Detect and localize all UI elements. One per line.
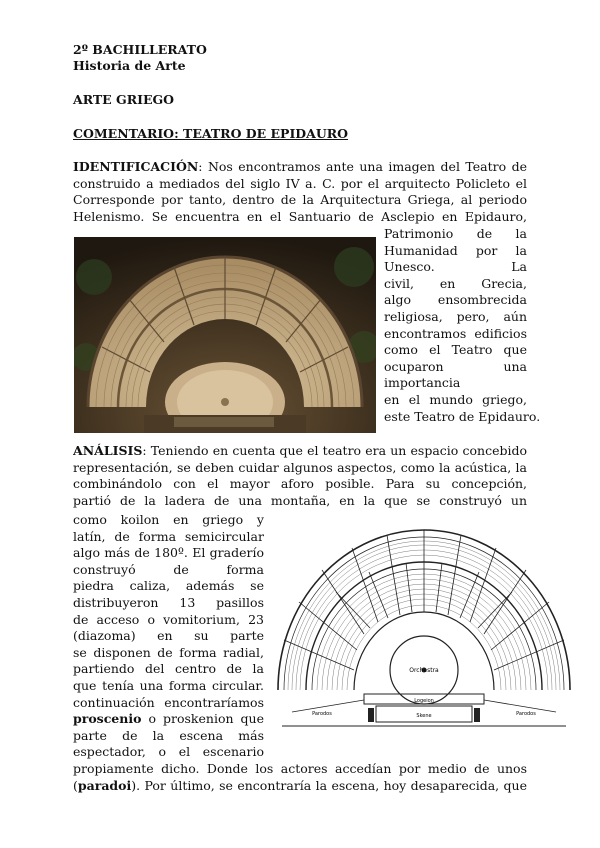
text-line: como koilon en griego y (73, 512, 264, 527)
text-line: piedra caliza, además se (73, 578, 264, 594)
text-line: (diazoma) en su parte (73, 628, 264, 644)
text-line: proscenio o proskenion que (73, 711, 264, 727)
text-line: construido a mediados del siglo IV a. C. por el arquitecto Policleto el (73, 175, 527, 191)
text-line: de acceso o vomitorium, 23 (73, 611, 264, 627)
text-line: algo ensombrecida (384, 292, 527, 308)
text-line: IDENTIFICACIÓN: Nos encontramos ante una imagen del Teatro de (73, 159, 527, 174)
identificacion-side-text (384, 226, 541, 425)
text-line: ANÁLISIS: Teniendo en cuenta que el teatro era un espacio concebido (73, 443, 527, 458)
text-line: Helenismo. Se encuentra en el Santuario de Asclepio en Epidauro, (73, 208, 527, 224)
text-line: latín, de forma semicircular (73, 528, 264, 544)
text-line: distribuyeron 13 pasillos (73, 594, 264, 610)
course-label: 2º BACHILLERATO (73, 42, 207, 57)
text-line: Humanidad por la (384, 242, 527, 258)
text-line: partió de la ladera de una montaña, en la que se construyó un (73, 492, 527, 508)
text-line: importancia (384, 375, 461, 391)
theatre-plan-drawing (272, 522, 576, 742)
analisis-label: ANÁLISIS (73, 443, 143, 458)
plan-label-logeion: Logeion (414, 698, 434, 704)
plan-label-skene: Skene (416, 713, 432, 719)
text-line: ocuparon una (384, 358, 527, 374)
text-line: partiendo del centro de la (73, 661, 264, 677)
plan-label-orchestra: Orchestra (409, 667, 439, 674)
text-line: como el Teatro que (384, 342, 527, 358)
text-line: propiamente dicho. Donde los actores accedían por medio de unos (73, 761, 527, 776)
identificacion-paragraph (73, 159, 527, 225)
page-title: COMENTARIO: TEATRO DE EPIDAURO (73, 126, 349, 141)
theatre-plan (272, 522, 576, 742)
text-line: construyó de forma (73, 561, 264, 577)
analisis-paragraph (73, 443, 527, 509)
subject-label: Historia de Arte (73, 58, 186, 73)
section-heading: ARTE GRIEGO (73, 92, 175, 107)
plan-label-parodos-right: Parodos (516, 711, 536, 717)
text-line: continuación encontraríamos (73, 694, 264, 710)
identificacion-label: IDENTIFICACIÓN (73, 159, 199, 174)
text-line: se disponen de forma radial, (73, 644, 264, 660)
text-line: parte de la escena más (73, 727, 264, 743)
text-line: religiosa, pero, aún (384, 308, 527, 324)
text-line: civil, en Grecia, (384, 275, 527, 291)
analisis-left-column (73, 512, 264, 761)
text-line: en el mundo griego, (384, 391, 527, 407)
text-line: espectador, o el escenario (73, 744, 264, 760)
text-line: algo más de 180º. El graderío (73, 545, 264, 561)
text-line: Unesco. La (384, 259, 527, 275)
plan-label-parodos-left: Parodos (312, 711, 332, 717)
text-line: representación, se deben cuidar algunos aspectos, como la acústica, la (73, 459, 527, 475)
text-line: que tenía una forma circular. (73, 677, 264, 693)
text-line: Patrimonio de la (384, 226, 527, 241)
text-line: combinándolo con el mayor aforo posible. Para su concepción, (73, 476, 527, 492)
text-line: Corresponde por tanto, dentro de la Arquitectura Griega, al periodo (73, 192, 527, 208)
theatre-photo (74, 237, 376, 433)
term-proscenio: proscenio (73, 711, 142, 727)
text-line: (paradoi). Por último, se encontraría la escena, hoy desaparecida, que (73, 777, 527, 793)
term-paradoi: paradoi (77, 777, 132, 793)
theatre-aerial-image (74, 237, 376, 433)
analisis-bottom-lines (73, 761, 527, 794)
text-line: este Teatro de Epidauro. (384, 408, 541, 424)
text-line: encontramos edificios (384, 325, 527, 341)
